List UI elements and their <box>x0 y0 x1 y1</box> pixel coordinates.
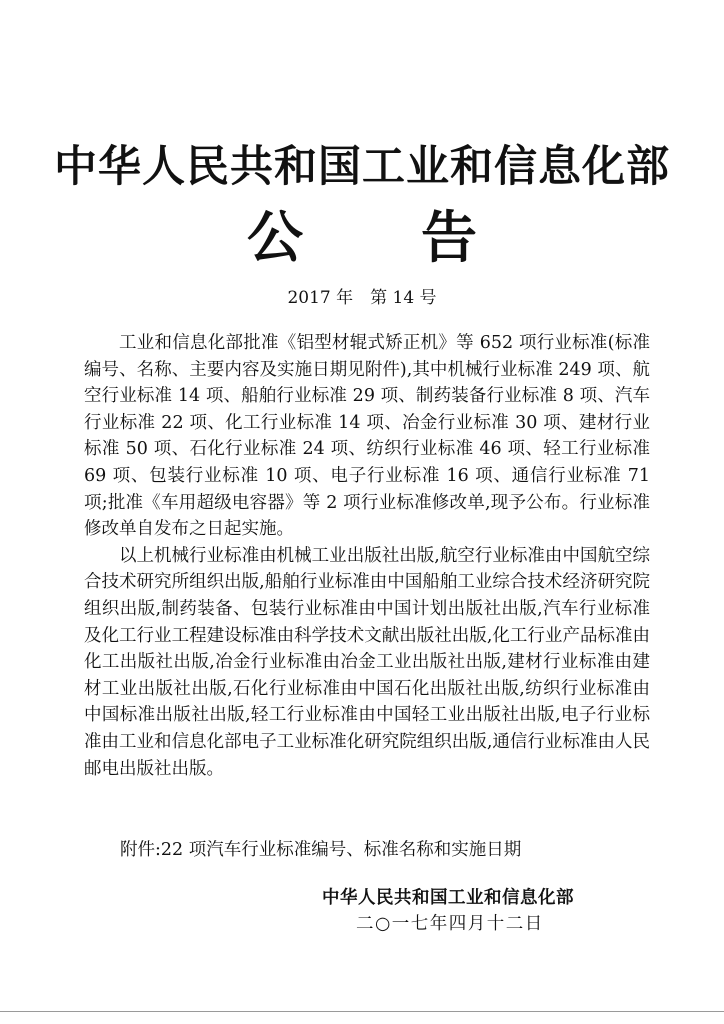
attachment-line: 附件:22 项汽车行业标准编号、标准名称和实施日期 <box>120 840 522 860</box>
body-paragraph-publishers: 以上机械行业标准由机械工业出版社出版,航空行业标准由中国航空综合技术研究所组织出版,船舶行业标准由中国船舶工业综合技术经济研究院组织出版,制药装备、包装行业标准由中国计划出版社出版,汽车行业标准及化工行业工程建设标准由科学技术文献出版社出版,化工行业产品标准由化工出版社出版,冶金行业标准由冶金工业出版社出版,建材行业标准由建材工业出版社出版,石化行业标准由中国石化出版社出版,纺织行业标准由中国标准出版社出版,轻工行业标准由中国轻工业出版社出版,电子行业标准由工业和信息化部电子工业标准化研究院组织出版,通信行业标准由人民邮电出版社出版。 <box>84 545 650 779</box>
body-paragraph-approval: 工业和信息化部批准《铝型材辊式矫正机》等 652 项行业标准(标准编号、名称、主要内容及实施日期见附件),其中机械行业标准 249 项、航空行业标准 14 项、船舶行业标准 29 项、制药装备行业标准 8 项、汽车行业标准 22 项、化工行业标准 14 项、冶金行业标准 30 项、建材行业标准 50 项、石化行业标准 24 项、纺织行业标准 46 项、轻工行业标准 69 项、包装行业标准 10 项、电子行业标准 16 项、通信行业标准 71 项;批准《车用超级电容器》等 2 项行业标准修改单,现予公布。行业标准修改单自发布之日起实施。 <box>84 333 650 540</box>
signature-ministry: 中华人民共和国工业和信息化部 <box>322 888 574 908</box>
page-bottom-divider <box>0 1011 724 1012</box>
ministry-title: 中华人民共和国工业和信息化部 <box>54 142 670 192</box>
notice-title: 公告 <box>247 205 595 271</box>
issue-number: 2017 年 第 14 号 <box>287 288 437 308</box>
notice-body <box>84 330 650 782</box>
signature-date: 二○一七年四月十二日 <box>356 914 544 934</box>
